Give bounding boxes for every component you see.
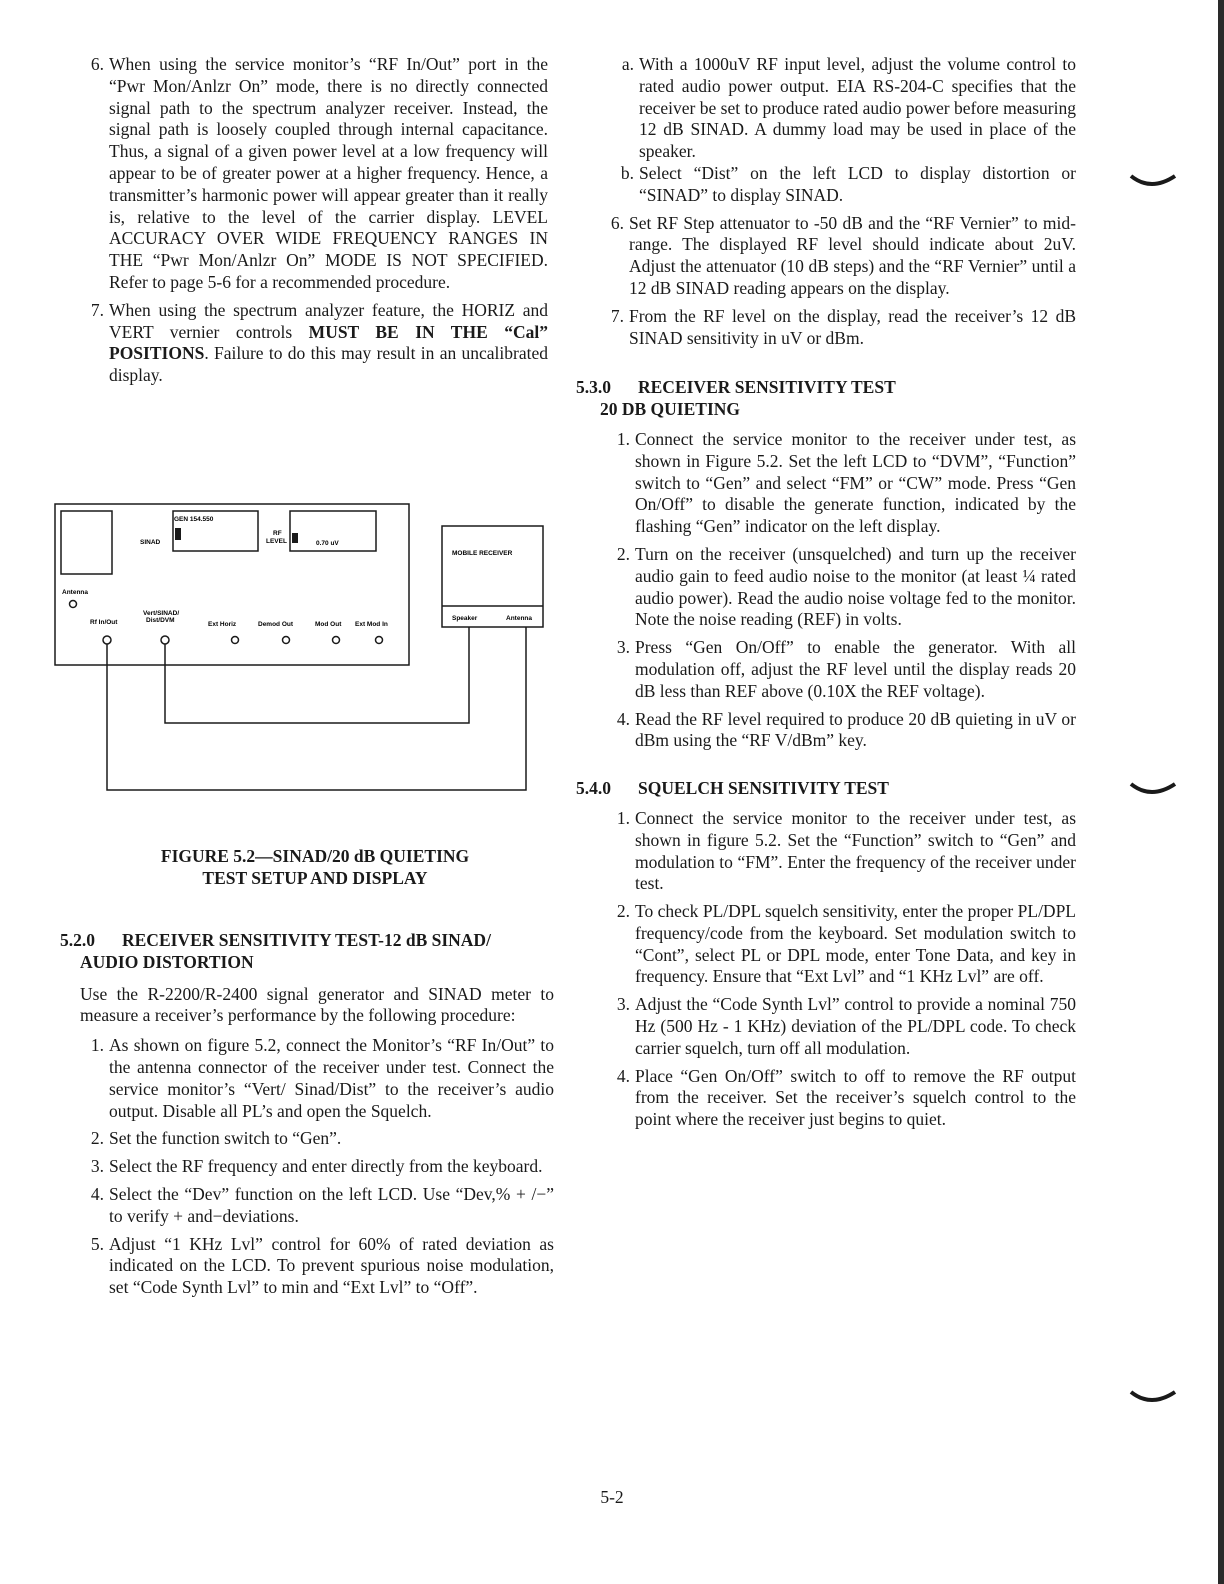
item-text: Press “Gen On/Off” to enable the generator. With all modulation off, adjust the RF level until the display reads 20 dB less than REF above (0.10X the REF voltage).: [635, 637, 1076, 701]
rf-indicator: [292, 533, 298, 543]
section-5-3-0-heading: [576, 377, 1076, 421]
section-title-cont: AUDIO DISTORTION: [80, 951, 254, 972]
figure-5-2-diagram: [48, 498, 558, 798]
right-column: [576, 54, 1076, 1137]
rf-inout-jack: [103, 636, 111, 644]
demod-out-jack: [283, 637, 290, 644]
list-item: [80, 1128, 554, 1150]
list-item: [600, 213, 1076, 300]
list-item: [600, 306, 1076, 350]
sinad-label: SINAD: [140, 539, 161, 546]
item-text: . Failure to do this may result in an uncalibrated display.: [109, 343, 548, 386]
section-intro: Use the R-2200/R-2400 signal generator and SINAD meter to measure a receiver’s performance by the following procedure:: [80, 983, 554, 1026]
item-text: Select “Dist” on the left LCD to display distortion or “SINAD” to display SINAD.: [639, 162, 1076, 205]
item-number: 4.: [90, 1183, 104, 1204]
antenna-jack: [70, 601, 77, 608]
left-column: [80, 54, 548, 393]
item-number: 3.: [90, 1156, 104, 1177]
list-item: [614, 54, 1076, 163]
sinad-indicator: [175, 528, 181, 540]
item-text: Connect the service monitor to the receiver under test, as shown in Figure 5.2. Set the left LCD to “DVM”, “Function” switch to “Gen” and select “FM” or “CW” mode. Press “Gen On/Off” to disable the generate function, indicated by the flashing “Gen” indicator on the left display.: [635, 428, 1076, 537]
item-number: 6.: [610, 212, 624, 233]
item-number: 7.: [90, 299, 104, 320]
section-title: SQUELCH SENSITIVITY TEST: [638, 778, 889, 799]
list-item: [606, 637, 1076, 702]
mobile-receiver-box: [442, 526, 543, 627]
page-number: 5-2: [600, 1487, 624, 1507]
ext-horiz-jack: [232, 637, 239, 644]
antenna-label: Antenna: [62, 589, 88, 596]
vert-label-1: Vert/SINAD/: [143, 610, 180, 617]
ext-mod-in-label: Ext Mod In: [355, 621, 388, 628]
rf-inout-label: Rf In/Out: [90, 619, 118, 626]
procedure-list: [80, 1035, 554, 1299]
item-number: 6.: [90, 54, 104, 74]
list-item: [606, 709, 1076, 753]
mod-out-label: Mod Out: [315, 621, 342, 628]
mobile-receiver-label: MOBILE RECEIVER: [452, 550, 513, 557]
section-title: RECEIVER SENSITIVITY TEST: [638, 377, 896, 398]
section-body: [60, 984, 554, 1299]
rf-level-label-2: LEVEL: [266, 538, 287, 545]
item-number: 1.: [90, 1035, 104, 1056]
checkmark-icon: [1129, 778, 1177, 802]
item-text: Select the RF frequency and enter directly from the keyboard.: [109, 1156, 543, 1177]
item-number: 2.: [616, 901, 630, 922]
sub-step-list: [576, 54, 1076, 207]
item-text: Select the “Dev” function on the left LCD. Use “Dev,% + /−” to verify + and−deviations.: [109, 1183, 554, 1226]
item-text: With a 1000uV RF input level, adjust the volume control to rated audio power output. EIA RS-204-C specifies that the receiver be set to produce rated audio power before measuring 12 dB SINAD. A dummy load may be used in place of the speaker.: [639, 54, 1076, 162]
list-item: [80, 1234, 554, 1299]
item-text: Place “Gen On/Off” switch to off to remove the RF output from the receiver. Set the receiver’s squelch control to the point where the receiver just begins to quiet.: [635, 1065, 1076, 1130]
rf-level-value: 0.70 uV: [316, 540, 339, 547]
receiver-antenna-label: Antenna: [506, 615, 532, 622]
item-text: Adjust “1 KHz Lvl” control for 60% of rated deviation as indicated on the LCD. To prevent spurious noise modulation, set “Code Synth Lvl” to min and “Ext Lvl” to “Off”.: [109, 1233, 554, 1298]
binder-edge: [1218, 0, 1224, 1584]
list-item: [606, 808, 1076, 895]
item-text: Set RF Step attenuator to -50 dB and the “RF Vernier” to mid-range. The displayed RF level should indicate about 2uV. Adjust the attenuator (10 dB steps) and the “RF Vernier” until a 12 dB SINAD reading appears on the display.: [629, 212, 1076, 298]
item-number: 2.: [616, 543, 630, 564]
item-text: Set the function switch to “Gen”.: [109, 1128, 342, 1149]
list-item: [606, 544, 1076, 631]
checkmark-icon: [1129, 1386, 1177, 1410]
item-number: 5.: [90, 1233, 104, 1254]
item-text: Connect the service monitor to the receiver under test, as shown in figure 5.2. Set the “Function” switch to “Gen” and modulation to “FM”. Enter the frequency of the receiver under test.: [635, 807, 1076, 894]
intro-list: [80, 54, 548, 387]
section-5-3-0-steps: [576, 429, 1076, 752]
section-5-4-0-steps: [576, 808, 1076, 1131]
list-item: [80, 1156, 554, 1178]
item-number: 3.: [616, 994, 630, 1015]
figure-caption-line: TEST SETUP AND DISPLAY: [202, 868, 428, 888]
continued-steps: [576, 213, 1076, 350]
list-item: [606, 994, 1076, 1059]
item-number: 7.: [610, 305, 624, 326]
section-code: 5.2.0: [60, 930, 95, 950]
audio-cable: [165, 627, 469, 723]
list-item: [80, 1184, 554, 1228]
section-code: 5.4.0: [576, 778, 611, 799]
list-item: [80, 300, 548, 387]
section-5-2-0: [60, 930, 554, 1305]
list-item: [606, 1066, 1076, 1131]
item-text: When using the spectrum analyzer feature, the HORIZ and VERT vernier controls: [109, 299, 548, 342]
list-item: [80, 54, 548, 294]
vert-label-2: Dist/DVM: [146, 617, 175, 624]
item-text: When using the service monitor’s “RF In/Out” port in the “Pwr Mon/Anlzr On” mode, there is no directly connected signal path to the spectrum analyzer receiver. Instead, the signal path is loosely coupled through internal capacitance. Thus, a signal of a given power level at a low frequency will appear to be of greater power at a higher frequency. Hence, a transmitter’s harmonic power will appear greater than it really is, relative to the level of the carrier display. LEVEL ACCURACY OVER WIDE FREQUENCY RANGES IN THE “Pwr Mon/Anlzr On” MODE IS NOT SPECIFIED. Refer to page 5-6 for a recommended procedure.: [109, 54, 548, 292]
item-text: From the RF level on the display, read the receiver’s 12 dB SINAD sensitivity in uV or dBm.: [629, 305, 1076, 348]
speaker-label: Speaker: [452, 615, 478, 622]
item-number: 1.: [616, 807, 630, 828]
item-number: 2.: [90, 1128, 104, 1149]
list-item: [606, 429, 1076, 538]
section-title: RECEIVER SENSITIVITY TEST-12 dB SINAD/: [122, 930, 491, 950]
gen-readout: GEN 154.550: [174, 516, 214, 523]
setup-diagram-svg: [48, 498, 558, 798]
figure-caption-line: FIGURE 5.2—SINAD/20 dB QUIETING: [160, 846, 470, 866]
left-screen: [61, 511, 112, 574]
item-text-bold: MUST BE IN THE “Cal” POSITIONS: [109, 321, 548, 364]
item-letter: b.: [620, 162, 634, 183]
section-code: 5.3.0: [576, 377, 611, 398]
demod-out-label: Demod Out: [258, 621, 294, 628]
section-title-cont: 20 DB QUIETING: [600, 399, 741, 420]
item-text: As shown on figure 5.2, connect the Monitor’s “RF In/Out” to the antenna connector of the receiver under test. Connect the service monitor’s “Vert/ Sinad/Dist” to the receiver’s audio output. Disable all PL’s and open the Squelch.: [109, 1035, 554, 1121]
ext-mod-in-jack: [376, 637, 383, 644]
rf-cable: [107, 627, 526, 790]
item-number: 3.: [616, 637, 630, 658]
list-item: [606, 901, 1076, 988]
figure-caption: [80, 845, 550, 889]
item-text: To check PL/DPL squelch sensitivity, enter the proper PL/DPL frequency/code from the keyboard. Set modulation switch to “Cont”, select PL or DPL mode, enter Tone Data, and key in frequency. Ensure that “Ext Lvl” and “1 KHz Lvl” are off.: [635, 901, 1076, 987]
item-text: Turn on the receiver (unsquelched) and turn up the receiver audio gain to feed audio noise to the monitor (at least ¼ rated audio power). Read the audio noise voltage fed to the monitor. Note the noise reading (REF) in volts.: [635, 543, 1076, 630]
item-text: Adjust the “Code Synth Lvl” control to provide a nominal 750 Hz (500 Hz - 1 KHz) deviation of the PL/DPL code. To check carrier squelch, turn off all modulation.: [635, 994, 1076, 1058]
item-letter: a.: [621, 54, 634, 74]
rf-level-label-1: RF: [273, 530, 282, 537]
item-number: 1.: [616, 428, 630, 449]
item-number: 4.: [616, 1065, 630, 1086]
list-item: [614, 163, 1076, 207]
section-heading: [60, 930, 554, 974]
ext-horiz-label: Ext Horiz: [208, 621, 237, 628]
section-5-4-0-heading: [576, 778, 1076, 800]
checkmark-icon: [1129, 170, 1177, 194]
item-text: Read the RF level required to produce 20 dB quieting in uV or dBm using the “RF V/dBm” key.: [635, 708, 1076, 751]
mod-out-jack: [333, 637, 340, 644]
list-item: [80, 1035, 554, 1122]
item-number: 4.: [616, 708, 630, 729]
vert-jack: [161, 636, 169, 644]
